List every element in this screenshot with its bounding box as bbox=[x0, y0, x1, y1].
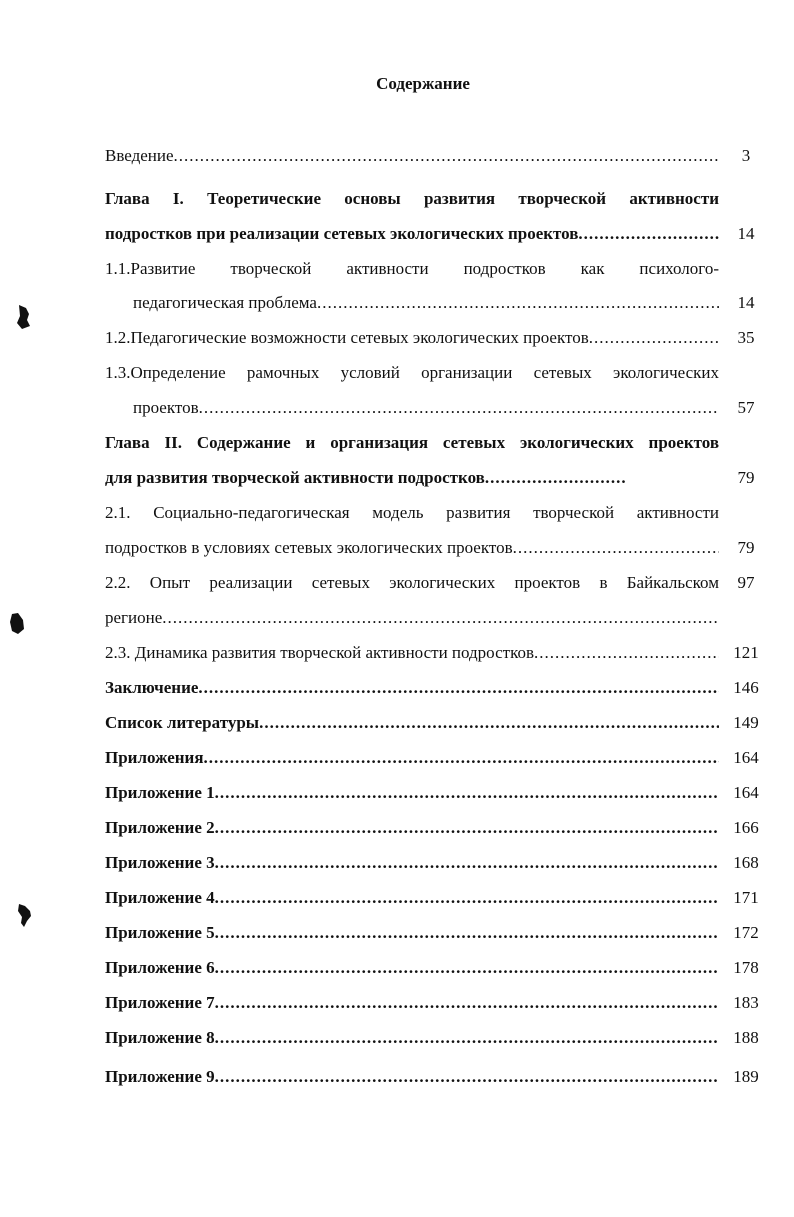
toc-page-chapter-2: 79 bbox=[737, 468, 755, 487]
toc-entry-2-2: 2.2. Опыт реализации сетевых экологических проектов в Байкальском bbox=[105, 573, 719, 592]
toc-entry-1-1: 1.1.Развитие творческой активности подростков как психолого- bbox=[105, 259, 719, 278]
toc-page-chapter-1: 14 bbox=[737, 224, 755, 243]
toc-page-appendix-8: 188 bbox=[733, 1028, 759, 1047]
toc-entry-2-2-cont: регионе ..... bbox=[105, 605, 719, 631]
toc-page-appendix-9: 189 bbox=[733, 1067, 759, 1086]
toc-entry-1-2: 1.2.Педагогические возможности сетевых экологических проектов ..... bbox=[105, 325, 719, 351]
toc-page-1-2: 35 bbox=[737, 328, 755, 347]
scan-speck-icon bbox=[8, 612, 28, 636]
scan-speck-icon bbox=[16, 903, 36, 929]
toc-entry-appendix-3: Приложение 3 ..... bbox=[105, 850, 719, 876]
toc-page-appendix-2: 166 bbox=[733, 818, 759, 837]
toc-page-appendix-1: 164 bbox=[733, 783, 759, 802]
toc-entry-1-3-cont: проектов ..... bbox=[133, 395, 719, 421]
toc-entry-chapter-1: Глава I. Теоретические основы развития творческой активности bbox=[105, 189, 719, 208]
toc-entry-appendix-7: Приложение 7 ..... bbox=[105, 990, 719, 1016]
toc-page-appendix-5: 172 bbox=[733, 923, 759, 942]
toc-entry-chapter-2: Глава II. Содержание и организация сетевых экологических проектов bbox=[105, 433, 719, 452]
toc-entry-appendices: Приложения ..... bbox=[105, 745, 719, 771]
toc-page-1-3: 57 bbox=[737, 398, 755, 417]
toc-entry-chapter-2-cont: для развития творческой активности подростков ..... bbox=[105, 465, 625, 491]
toc-entry-appendix-2: Приложение 2 ..... bbox=[105, 815, 719, 841]
scan-speck-icon bbox=[14, 304, 34, 330]
toc-entry-appendix-5: Приложение 5 ..... bbox=[105, 920, 719, 946]
toc-page-appendix-4: 171 bbox=[733, 888, 759, 907]
toc-entry-appendix-6: Приложение 6 ..... bbox=[105, 955, 719, 981]
toc-page-2-2: 97 bbox=[737, 573, 755, 592]
toc-page-conclusion: 146 bbox=[733, 678, 759, 697]
toc-page-appendix-7: 183 bbox=[733, 993, 759, 1012]
toc-entry-introduction: Введение ..... bbox=[105, 143, 719, 169]
toc-page-references: 149 bbox=[733, 713, 759, 732]
toc-entry-2-1: 2.1. Социально-педагогическая модель развития творческой активности bbox=[105, 503, 719, 522]
toc-entry-appendix-1: Приложение 1 ..... bbox=[105, 780, 719, 806]
page-title: Содержание bbox=[376, 74, 470, 93]
toc-page-appendix-3: 168 bbox=[733, 853, 759, 872]
toc-entry-appendix-9: Приложение 9 ..... bbox=[105, 1064, 719, 1090]
toc-page-appendix-6: 178 bbox=[733, 958, 759, 977]
toc-entry-appendix-4: Приложение 4 ..... bbox=[105, 885, 719, 911]
toc-entry-appendix-8: Приложение 8 ..... bbox=[105, 1025, 719, 1051]
toc-entry-chapter-1-cont: подростков при реализации сетевых экологических проектов ..... bbox=[105, 221, 719, 247]
toc-page-1-1: 14 bbox=[737, 293, 755, 312]
toc-entry-2-1-cont: подростков в условиях сетевых экологических проектов ..... bbox=[105, 535, 719, 561]
toc-entry-conclusion: Заключение ..... bbox=[105, 675, 719, 701]
toc-page-introduction: 3 bbox=[741, 146, 751, 165]
toc-entry-references: Список литературы ..... bbox=[105, 710, 719, 736]
toc-entry-1-1-cont: педагогическая проблема ..... bbox=[133, 290, 719, 316]
toc-page-2-3: 121 bbox=[733, 643, 759, 662]
toc-page-2-1: 79 bbox=[737, 538, 755, 557]
toc-entry-1-3: 1.3.Определение рамочных условий организации сетевых экологических bbox=[105, 363, 719, 382]
toc-entry-2-3: 2.3. Динамика развития творческой активности подростков ..... bbox=[105, 640, 719, 666]
toc-page-appendices: 164 bbox=[733, 748, 759, 767]
